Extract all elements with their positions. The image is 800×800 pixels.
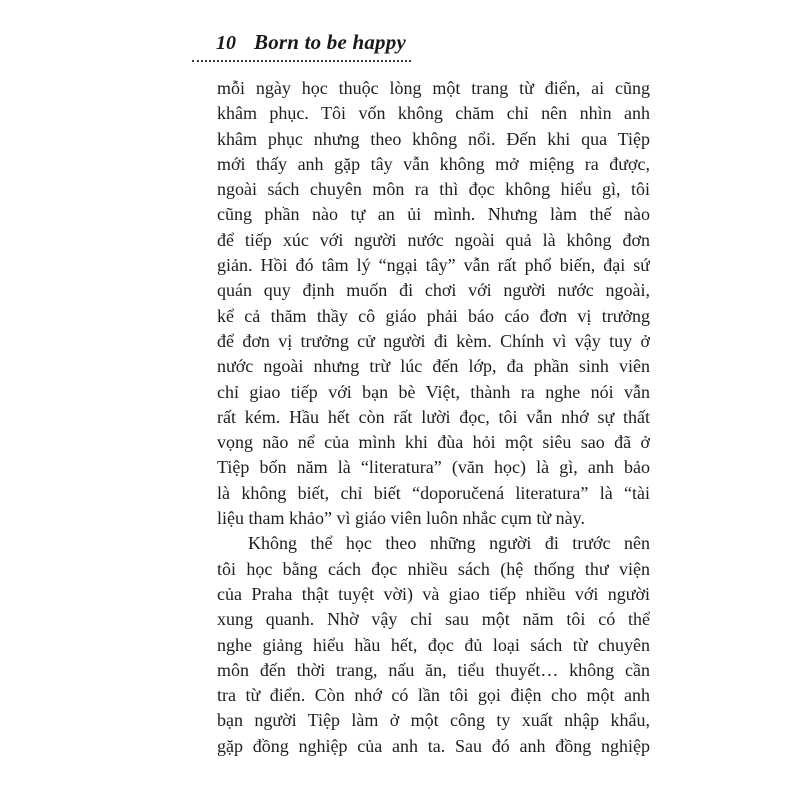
text-line: nghe giảng hiểu hầu hết, đọc đủ loại sách từ chuyên: [217, 634, 650, 655]
text-line: cũng phần nào tự an ủi mình. Nhưng làm thế nào: [217, 204, 650, 225]
text-line: Tiệp bốn năm là “literatura” (văn học) là gì, anh bảo: [217, 457, 650, 478]
text-line: liệu tham khảo” vì giáo viên luôn nhắc cụm từ này.: [217, 508, 585, 529]
page-number: 10: [216, 32, 236, 54]
text-line: bạn người Tiệp làm ở một công ty xuất nhập khẩu,: [217, 710, 650, 731]
page-body-text: [217, 76, 650, 759]
text-line: khâm phục nhưng theo không nổi. Đến khi qua Tiệp: [217, 128, 650, 149]
running-head-title: Born to be happy: [254, 30, 406, 54]
text-line: mới thấy anh gặp tây vẫn không mở miệng ra được,: [217, 153, 650, 174]
text-line: của Praha thật tuyệt vời) và giao tiếp nhiều với người: [217, 583, 650, 604]
text-line: ngoài sách chuyên môn ra thì đọc không hiểu gì, tôi: [217, 179, 650, 200]
text-line: tôi học bằng cách đọc nhiều sách (hệ thống thư viện: [217, 558, 650, 579]
text-line: giản. Hồi đó tâm lý “ngại tây” vẫn rất phổ biến, đại sứ: [217, 255, 650, 276]
text-line: quán quy định muốn đi chơi với người nước ngoài,: [217, 280, 650, 301]
text-line: là không biết, chỉ biết “doporučená literatura” là “tài: [217, 482, 650, 503]
text-line: nước ngoài nhưng trừ lúc đến lớp, đa phần sinh viên: [217, 356, 650, 377]
text-line: để tiếp xúc với người nước ngoài quả là không đơn: [217, 229, 650, 250]
page-header: [192, 30, 411, 62]
text-line: khâm phục. Tôi vốn không chăm chỉ nên nhìn anh: [217, 103, 650, 124]
text-line: mỗi ngày học thuộc lòng một trang từ điển, ai cũng: [217, 78, 650, 98]
text-line: môn đến thời trang, nấu ăn, tiểu thuyết… không cần: [217, 659, 650, 680]
text-line: chỉ giao tiếp với bạn bè Việt, thành ra nghe nói vẫn: [217, 381, 650, 402]
text-line: Không thể học theo những người đi trước nên: [248, 533, 650, 554]
text-line: xung quanh. Nhờ vậy chỉ sau một năm tôi có thể: [217, 609, 650, 630]
text-line: kể cả thăm thầy cô giáo phải báo cáo đơn vị trưởng: [217, 305, 650, 326]
text-line: để đơn vị trưởng cử người đi kèm. Chính vì vậy tuy ở: [217, 330, 650, 351]
text-line: tra từ điển. Còn nhớ có lần tôi gọi điện cho một anh: [217, 685, 650, 706]
text-line: gặp đồng nghiệp của anh ta. Sau đó anh đồng nghiệp: [217, 735, 650, 756]
text-line: rất kém. Hầu hết còn rất lười đọc, tôi vẫn nhớ sự thất: [217, 406, 650, 427]
text-line: vọng não nể của mình khi đùa hỏi một siêu sao đã ở: [217, 432, 650, 453]
